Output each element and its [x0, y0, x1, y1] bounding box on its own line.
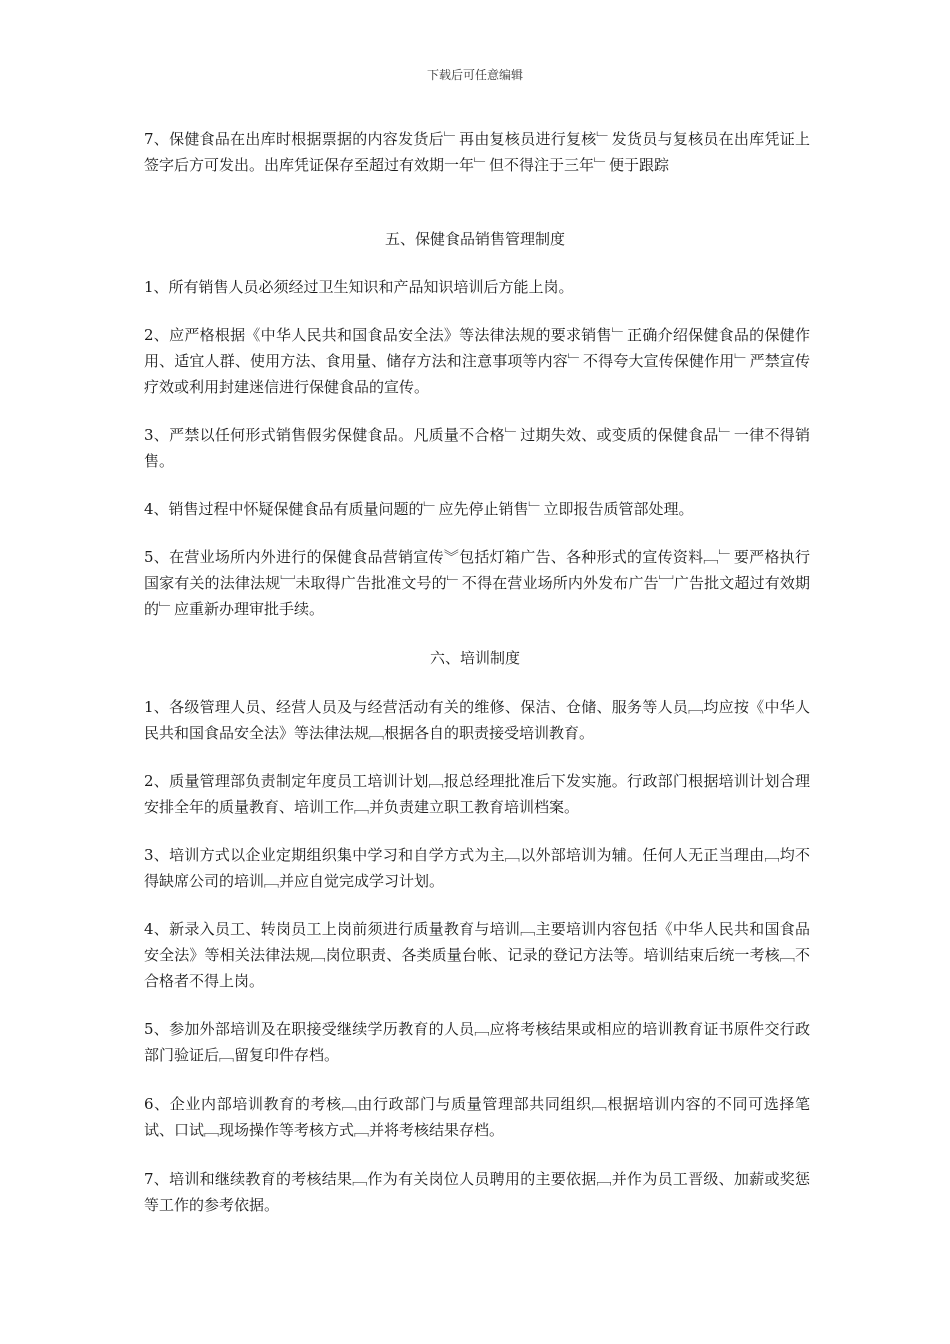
training-item-6: 6、企业内部培训教育的考核﹇由行政部门与质量管理部共同组织﹇根据培训内容的不同可选择笔试、口试﹇现场操作等考核方式﹇并将考核结果存档。: [144, 1095, 810, 1139]
sales-item-2: 2、应严格根据《中华人民共和国食品安全法》等法律法规的要求销售﹂正确介绍保健食品的保健作用、适宜人群、使用方法、食用量、储存方法和注意事项等内容﹂不得夸大宣传保健作用﹂严禁宣传疗效或利用封建迷信进行保健食品的宣传。: [144, 326, 810, 396]
training-item-5: 5、参加外部培训及在职接受继续学历教育的人员﹇应将考核结果或相应的培训教育证书原件交行政部门验证后﹇留复印件存档。: [144, 1020, 810, 1064]
section-heading-training: 六、培训制度: [429, 649, 520, 667]
section-heading-sales: 五、保健食品销售管理制度: [384, 230, 565, 248]
page-header: 下载后可任意编辑: [426, 68, 523, 82]
paragraph-outbound-7: 7、保健食品在出库时根据票据的内容发货后﹂再由复核员进行复核﹂发货员与复核员在出库凭证上签字后方可发出。出库凭证保存至超过有效期一年﹂但不得注于三年﹂便于跟踪: [144, 130, 810, 174]
sales-item-1: 1、所有销售人员必须经过卫生知识和产品知识培训后方能上岗。: [144, 278, 574, 296]
training-item-3: 3、培训方式以企业定期组织集中学习和自学方式为主﹇以外部培训为辅。任何人无正当理由﹇均不得缺席公司的培训﹇并应自觉完成学习计划。: [144, 846, 810, 890]
sales-item-4: 4、销售过程中怀疑保健食品有质量问题的﹂应先停止销售﹂立即报告质管部处理。: [144, 500, 694, 518]
sales-item-5: 5、在营业场所内外进行的保健食品营销宣传︾包括灯箱广告、各种形式的宣传资料﹇﹂要严格执行国家有关的法律法规﹈未取得广告批准文号的﹂不得在营业场所内外发布广告﹈广告批文超过有效期的﹂应重新办理审批手续。: [144, 548, 810, 618]
training-item-4: 4、新录入员工、转岗员工上岗前须进行质量教育与培训﹇主要培训内容包括《中华人民共和国食品安全法》等相关法律法规﹇岗位职责、各类质量台帐、记录的登记方法等。培训结束后统一考核﹇不合格者不得上岗。: [144, 920, 810, 990]
training-item-7: 7、培训和继续教育的考核结果﹇作为有关岗位人员聘用的主要依据﹇并作为员工晋级、加薪或奖惩等工作的参考依据。: [144, 1170, 810, 1214]
sales-item-3: 3、严禁以任何形式销售假劣保健食品。凡质量不合格﹂过期失效、或变质的保健食品﹂一律不得销售。: [144, 426, 810, 470]
training-item-2: 2、质量管理部负责制定年度员工培训计划﹇报总经理批准后下发实施。行政部门根据培训计划合理安排全年的质量教育、培训工作﹇并负责建立职工教育培训档案。: [144, 772, 810, 816]
training-item-1: 1、各级管理人员、经营人员及与经营活动有关的维修、保洁、仓储、服务等人员﹇均应按《中华人民共和国食品安全法》等法律法规﹇根据各自的职责接受培训教育。: [144, 698, 810, 742]
